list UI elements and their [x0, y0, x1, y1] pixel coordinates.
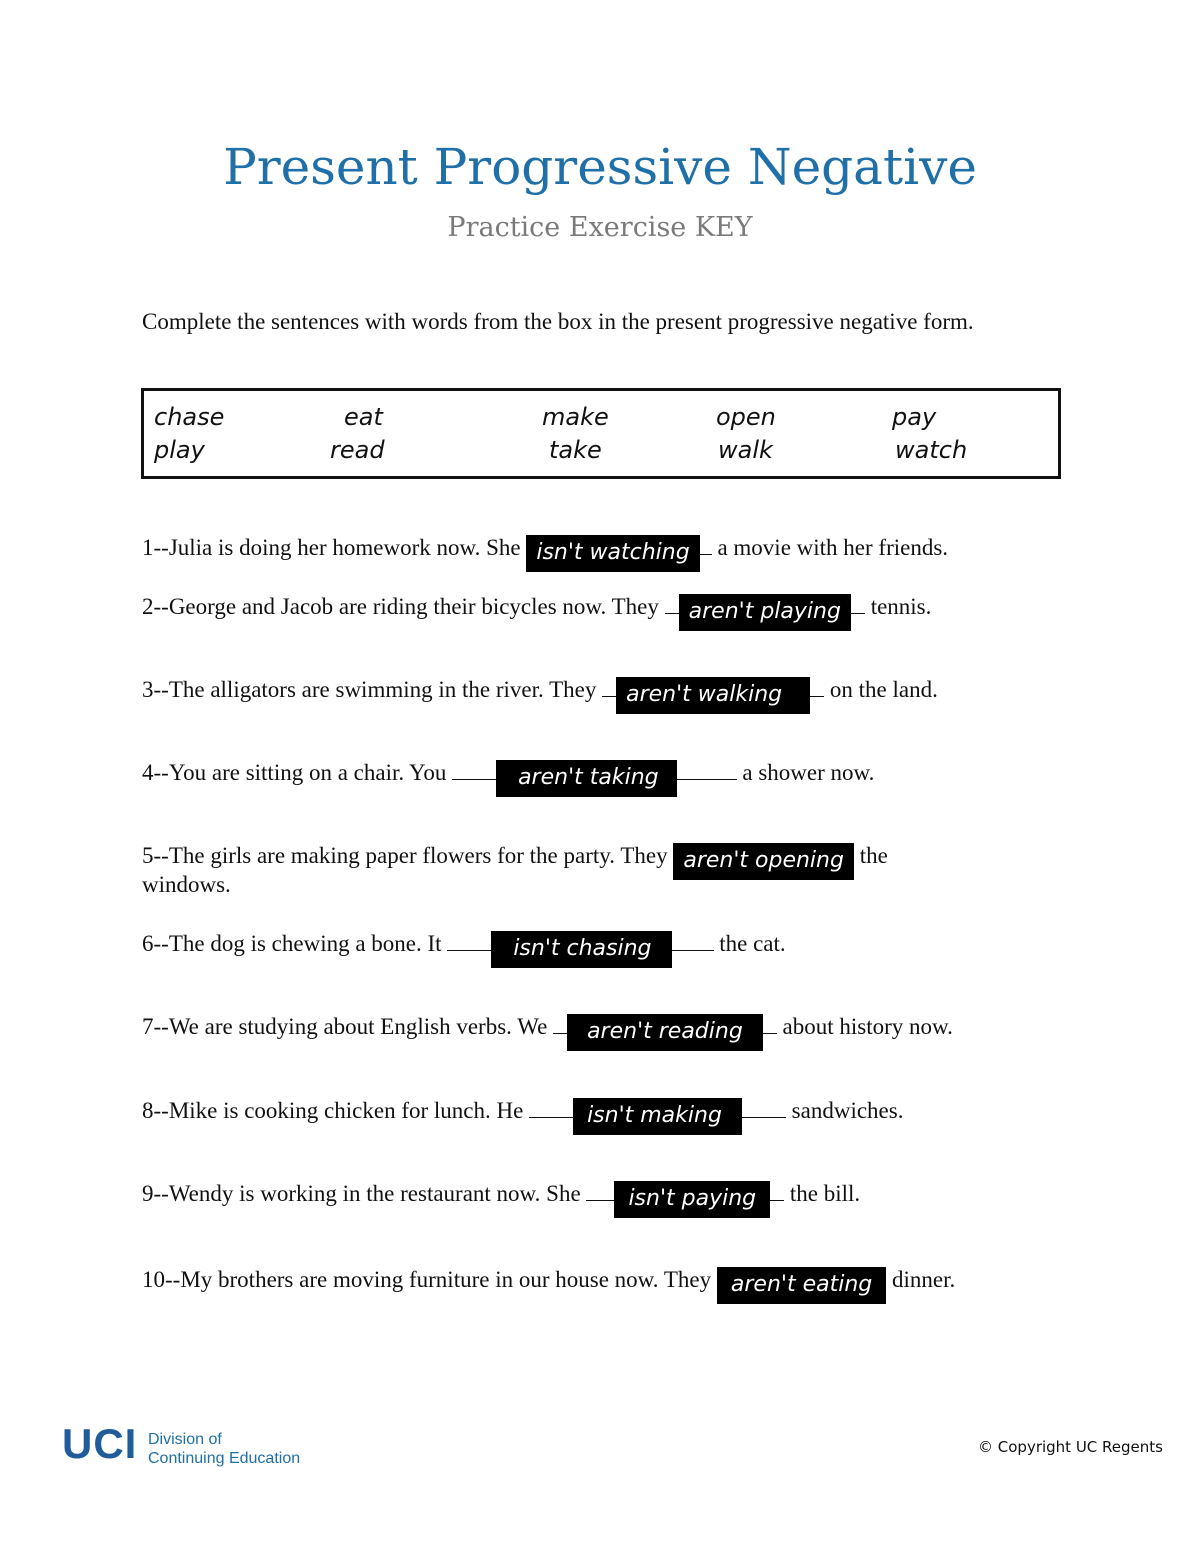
word-read: read — [330, 436, 385, 464]
exercise-text: the cat. — [713, 931, 786, 956]
answer-box: aren't eating — [717, 1267, 886, 1304]
exercise-text: 6--The dog is chewing a bone. It — [142, 931, 448, 956]
exercise-text: 2--George and Jacob are riding their bicycles now. They — [142, 594, 665, 619]
exercise-3 — [142, 674, 938, 714]
blank-line — [700, 532, 712, 555]
exercise-text: a shower now. — [736, 760, 875, 785]
blank-line — [810, 674, 824, 697]
word-play: play — [154, 436, 205, 464]
answer-box: isn't chasing — [491, 931, 671, 968]
exercise-text: about history now. — [776, 1014, 953, 1039]
exercise-8 — [142, 1095, 903, 1135]
blank-line — [742, 1095, 786, 1118]
exercise-text: 8--Mike is cooking chicken for lunch. He — [142, 1098, 530, 1123]
exercise-1 — [142, 532, 948, 572]
word-watch: watch — [895, 436, 968, 464]
exercise-text: on the land. — [824, 677, 938, 702]
blank-line — [553, 1011, 567, 1034]
exercise-4 — [142, 757, 874, 797]
answer-box: isn't watching — [526, 535, 699, 572]
blank-line — [602, 674, 616, 697]
exercise-text: 5--The girls are making paper flowers for the party. They — [142, 843, 674, 868]
blank-line — [672, 928, 714, 951]
exercise-text: a movie with her friends. — [711, 535, 949, 560]
division-name — [148, 1430, 300, 1468]
blank-line — [529, 1095, 573, 1118]
exercise-2 — [142, 591, 931, 631]
word-make: make — [542, 403, 609, 431]
answer-box: isn't paying — [614, 1181, 770, 1218]
exercise-text: 10--My brothers are moving furniture in our house now. They — [142, 1267, 717, 1292]
answer-box: aren't reading — [567, 1014, 763, 1051]
word-take: take — [549, 436, 602, 464]
page-title: Present Progressive Negative — [223, 138, 977, 196]
division-line-2: Continuing Education — [148, 1450, 301, 1467]
exercise-10 — [142, 1265, 955, 1304]
word-open: open — [716, 403, 776, 431]
exercise-text: 4--You are sitting on a chair. You — [142, 760, 453, 785]
blank-line — [763, 1011, 777, 1034]
exercise-text: 9--Wendy is working in the restaurant now. She — [142, 1181, 587, 1206]
exercise-text: sandwiches. — [785, 1098, 904, 1123]
exercise-5 — [142, 841, 888, 880]
exercise-7 — [142, 1011, 953, 1051]
blank-line — [586, 1178, 614, 1201]
blank-line — [851, 591, 865, 614]
instructions: Complete the sentences with words from the box in the present progressive negative form. — [142, 309, 974, 334]
word-eat: eat — [344, 403, 383, 431]
word-box — [141, 388, 1061, 479]
blank-line — [665, 591, 679, 614]
exercise-text: 1--Julia is doing her homework now. She — [142, 535, 527, 560]
exercise-text: dinner. — [886, 1267, 956, 1292]
blank-line — [452, 757, 496, 780]
exercise-text: tennis. — [864, 594, 932, 619]
page-subtitle: Practice Exercise KEY — [447, 212, 753, 243]
exercise-text: 3--The alligators are swimming in the river. They — [142, 677, 603, 702]
word-pay: pay — [892, 403, 937, 431]
exercise-5-continuation: windows. — [142, 872, 231, 897]
copyright-notice: © Copyright UC Regents — [978, 1438, 1163, 1456]
answer-box: aren't walking — [616, 677, 810, 714]
answer-box: aren't playing — [679, 594, 851, 631]
answer-box: aren't taking — [496, 760, 677, 797]
division-line-1: Division of — [148, 1431, 222, 1448]
blank-line — [677, 757, 737, 780]
blank-line — [770, 1178, 784, 1201]
exercise-text: 7--We are studying about English verbs. We — [142, 1014, 554, 1039]
word-chase: chase — [154, 403, 225, 431]
uci-logo: UCI — [62, 1420, 138, 1467]
exercise-9 — [142, 1178, 860, 1218]
answer-box: isn't making — [573, 1098, 742, 1135]
exercise-text: the — [853, 843, 888, 868]
word-walk: walk — [718, 436, 773, 464]
blank-line — [447, 928, 491, 951]
exercise-6 — [142, 928, 786, 968]
answer-box: aren't opening — [673, 843, 854, 880]
exercise-text: the bill. — [784, 1181, 861, 1206]
